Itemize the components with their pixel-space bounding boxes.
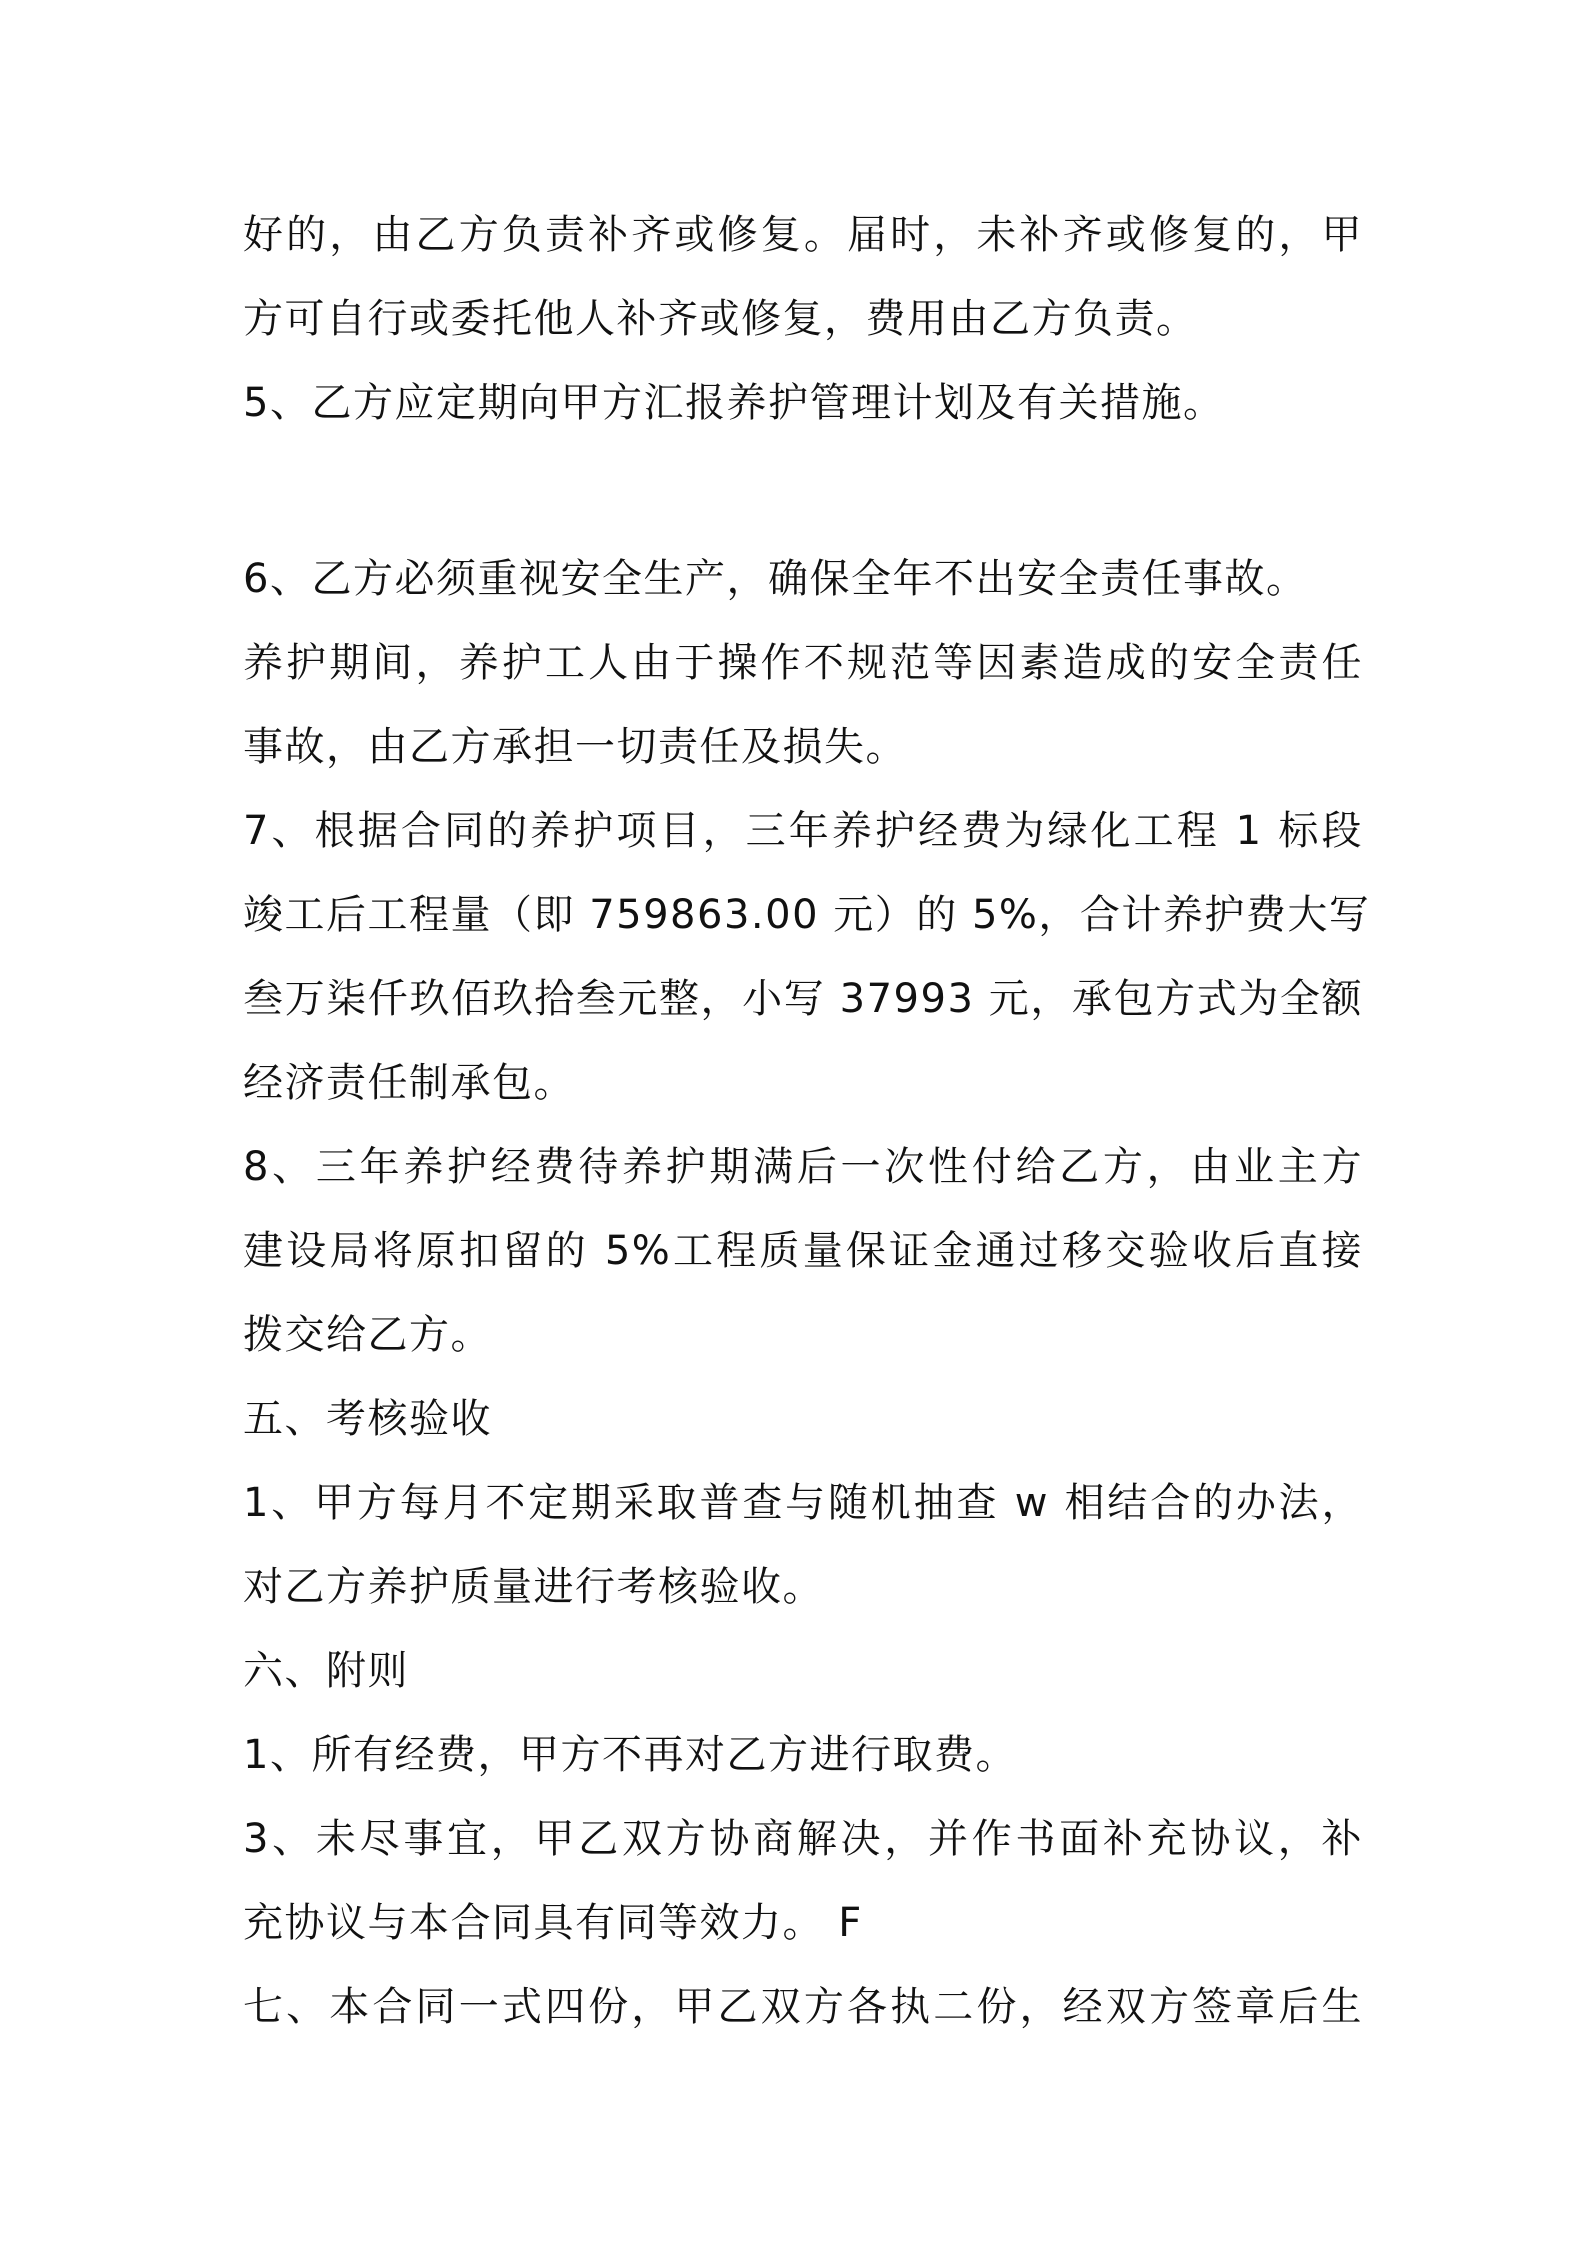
text-line: 8、三年养护经费待养护期满后一次性付给乙方，由业主方 (243, 1144, 1363, 1190)
text-line: 1、甲方每月不定期采取普查与随机抽查 w 相结合的办法， (243, 1480, 1363, 1526)
text-line: 3、未尽事宜，甲乙双方协商解决，并作书面补充协议，补 (243, 1816, 1363, 1862)
paragraph-gap (243, 445, 1363, 537)
text-line: 好的，由乙方负责补齐或修复。届时，未补齐或修复的，甲 (243, 212, 1363, 258)
text-line: 建设局将原扣留的 5%工程质量保证金通过移交验收后直接 (243, 1228, 1363, 1274)
section-heading: 六、附则 (243, 1648, 409, 1694)
text-line: 经济责任制承包。 (243, 1060, 575, 1106)
contract-text (243, 193, 1371, 2049)
text-line: 叁万柒仟玖佰玖拾叁元整，小写 37993 元，承包方式为全额 (243, 976, 1363, 1022)
text-line: 方可自行或委托他人补齐或修复，费用由乙方负责。 (243, 296, 1198, 342)
text-line: 1、所有经费，甲方不再对乙方进行取费。 (243, 1732, 1017, 1778)
text-line: 拨交给乙方。 (243, 1312, 492, 1358)
text-line: 七、本合同一式四份，甲乙双方各执二份，经双方签章后生 (243, 1984, 1363, 2030)
text-line: 6、乙方必须重视安全生产，确保全年不出安全责任事故。 (243, 556, 1308, 602)
text-line: 充协议与本合同具有同等效力。 F (243, 1900, 863, 1946)
text-line: 事故，由乙方承担一切责任及损失。 (243, 724, 907, 770)
section-heading: 五、考核验收 (243, 1396, 492, 1442)
text-line: 竣工后工程量（即 759863.00 元）的 5%，合计养护费大写 (243, 892, 1371, 938)
text-line: 养护期间，养护工人由于操作不规范等因素造成的安全责任 (243, 640, 1363, 686)
text-line: 7、根据合同的养护项目，三年养护经费为绿化工程 1 标段 (243, 808, 1363, 854)
text-line: 对乙方养护质量进行考核验收。 (243, 1564, 824, 1610)
text-line: 5、乙方应定期向甲方汇报养护管理计划及有关措施。 (243, 380, 1225, 426)
